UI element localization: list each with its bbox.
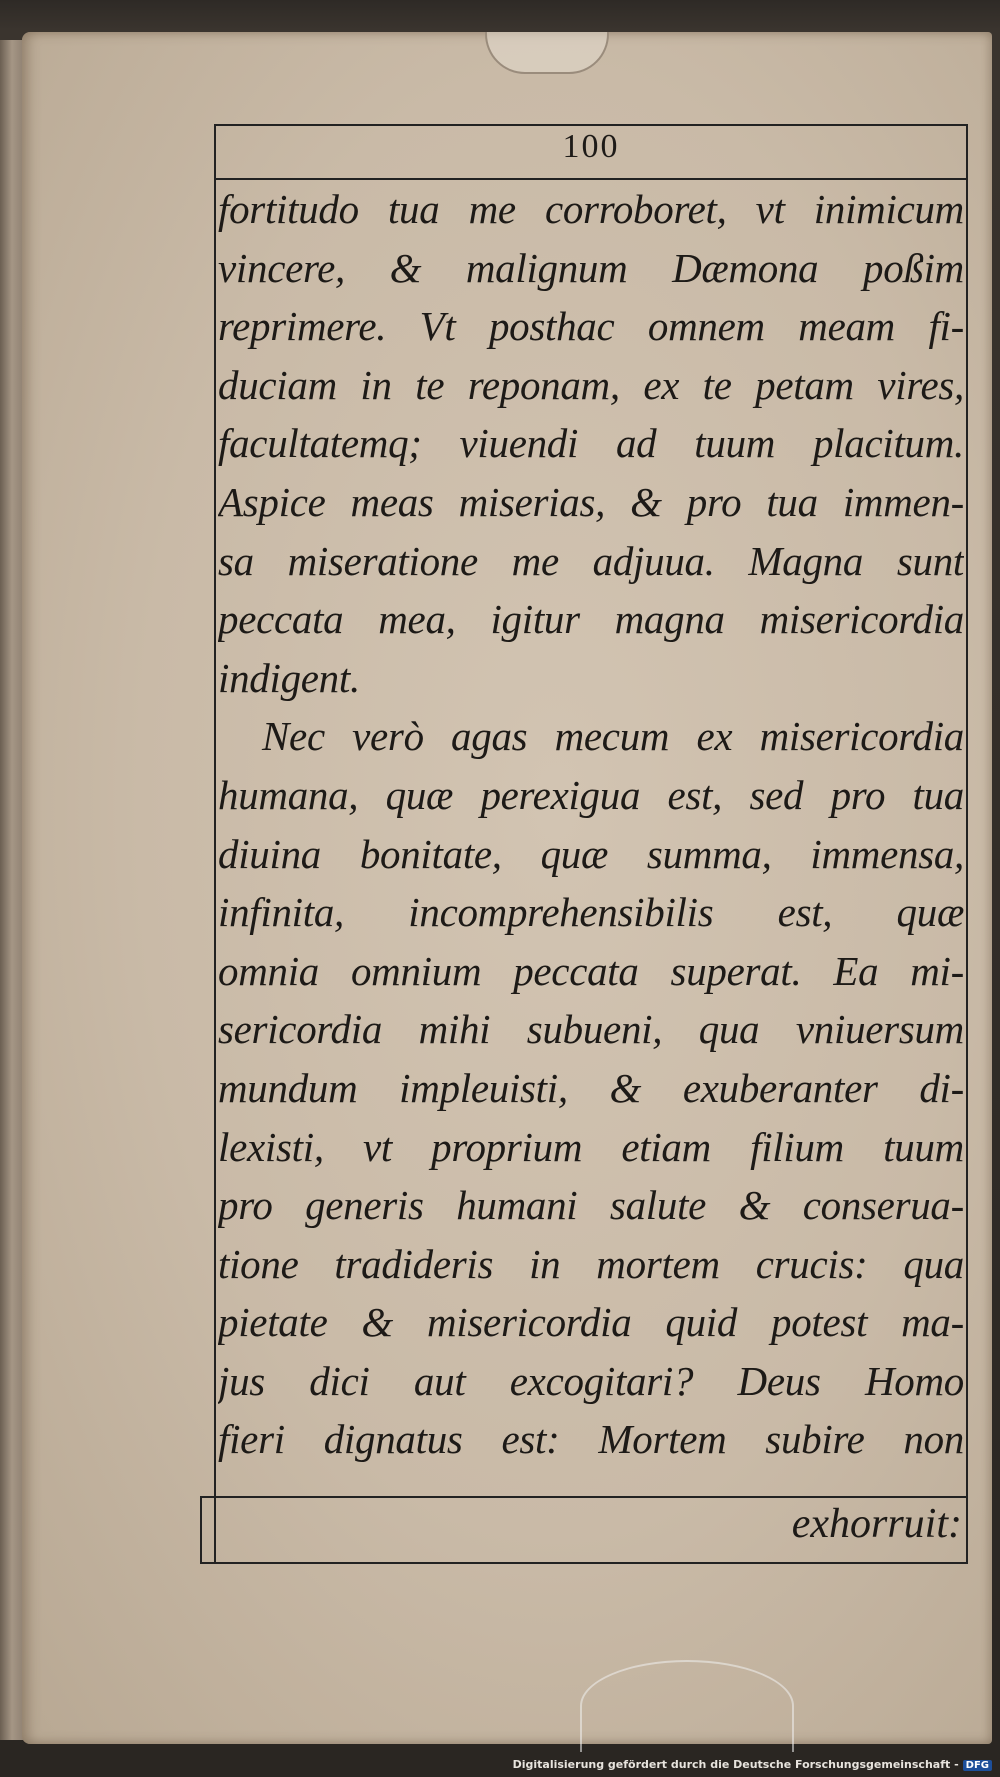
- text-line: Aspice meas miserias, & pro tua immen-: [218, 478, 964, 525]
- text-line: vincere, & malignum Dæmona poßim: [218, 244, 964, 291]
- text-line: Nec verò agas mecum ex misericordia: [262, 713, 964, 760]
- text-line: pietate & misericordia quid potest ma-: [218, 1299, 964, 1346]
- bottom-rule: [200, 1562, 968, 1564]
- text-line: sa miseratione me adjuua. Magna sunt: [218, 537, 964, 584]
- text-line: sericordia mihi subueni, qua vniuersum: [218, 1006, 964, 1053]
- text-line: reprimere. Vt posthac omnem meam fi-: [218, 303, 964, 350]
- text-line: indigent.: [218, 654, 360, 701]
- text-line: diuina bonitate, quæ summa, immensa,: [218, 830, 964, 877]
- text-line: fieri dignatus est: Mortem subire non: [218, 1416, 964, 1463]
- digitization-credit: [513, 1758, 992, 1771]
- page-number: 100: [562, 128, 620, 165]
- text-line: fortitudo tua me corroboret, vt inimicum: [218, 186, 964, 232]
- text-line: duciam in te reponam, ex te petam vires,: [218, 361, 964, 408]
- text-block: [218, 180, 964, 1470]
- text-line: lexisti, vt proprium etiam filium tuum: [218, 1123, 964, 1170]
- text-line: omnia omnium peccata superat. Ea mi-: [218, 947, 964, 994]
- catchword: exhorruit:: [791, 1501, 962, 1547]
- text-line: mundum impleuisti, & exuberanter di-: [218, 1064, 964, 1111]
- footer-bracket: [200, 1496, 202, 1564]
- text-line: infinita, incomprehensibilis est, quæ: [218, 889, 964, 936]
- footer-rule: [200, 1496, 968, 1498]
- page-tab-clip: [485, 32, 609, 74]
- text-line: humana, quæ perexigua est, sed pro tua: [218, 771, 964, 818]
- dfg-logo: DFG: [963, 1760, 992, 1771]
- text-line: facultatemq; viuendi ad tuum placitum.: [218, 420, 964, 467]
- credit-text: Digitalisierung gefördert durch die Deutsche Forschungsgemeinschaft -: [512, 1758, 959, 1771]
- text-line: peccata mea, igitur magna misericordia: [218, 596, 964, 643]
- text-line: tione tradideris in mortem crucis: qua: [218, 1240, 964, 1287]
- text-line: pro generis humani salute & conserua-: [218, 1182, 964, 1229]
- glass-weight-reflection: [580, 1660, 794, 1752]
- text-line: jus dici aut excogitari? Deus Homo: [218, 1357, 964, 1404]
